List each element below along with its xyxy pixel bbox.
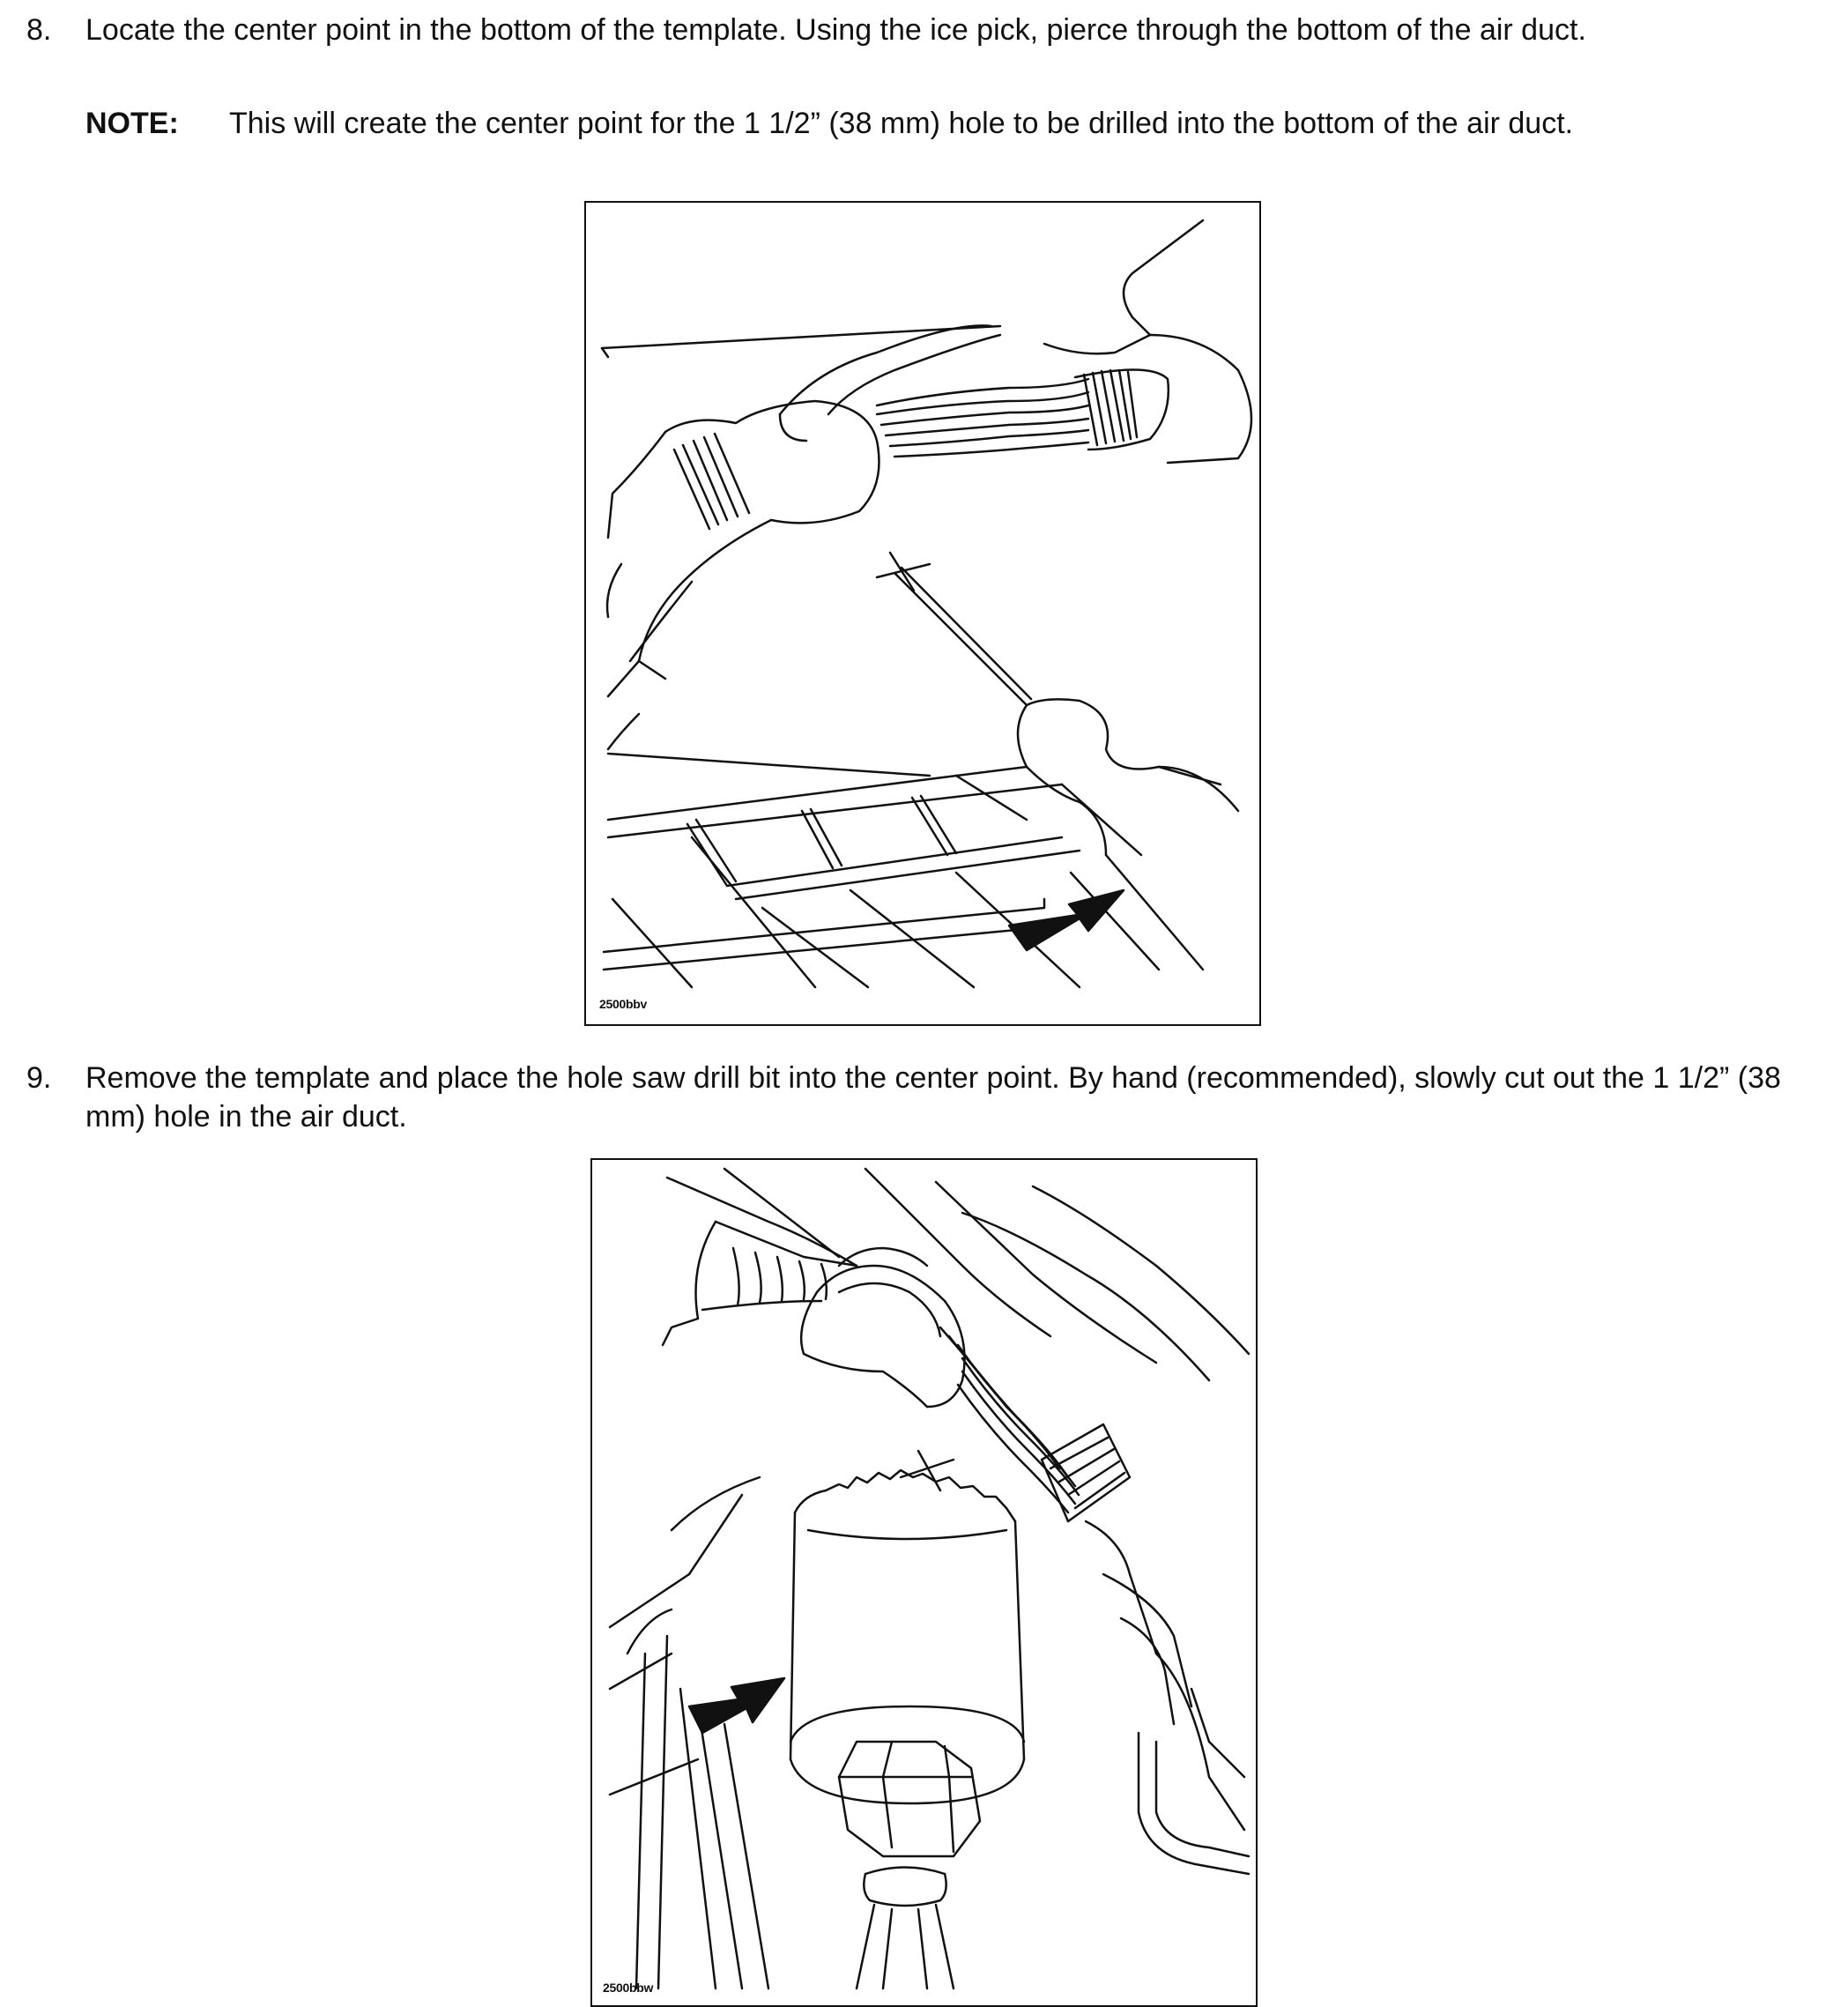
figure-ice-pick (584, 201, 1261, 1026)
note (85, 104, 1830, 143)
step-9-text: Remove the template and place the hole saw drill bit into the center point. By hand (recommended), slowly cut out the 1 1/2” (38 mm) hole in the air duct. (85, 1061, 1781, 1134)
step-8-text: Locate the center point in the bottom of the template. Using the ice pick, pierce through the bottom of the air duct. (85, 13, 1586, 47)
note-label: NOTE: (85, 107, 179, 140)
figure-2-id: 2500bbw (603, 1981, 654, 1995)
step-9 (26, 1059, 1824, 1136)
note-text: This will create the center point for the 1 1/2” (38 mm) hole to be drilled into the bottom of the air duct. (229, 107, 1574, 140)
hole-saw-illustration (592, 1160, 1256, 2005)
figure-hole-saw (590, 1158, 1258, 2007)
step-8 (26, 11, 1824, 49)
step-8-number: 8. (26, 13, 52, 47)
figure-1-id: 2500bbv (599, 997, 647, 1011)
ice-pick-illustration (586, 203, 1259, 1024)
step-9-number: 9. (26, 1061, 52, 1095)
